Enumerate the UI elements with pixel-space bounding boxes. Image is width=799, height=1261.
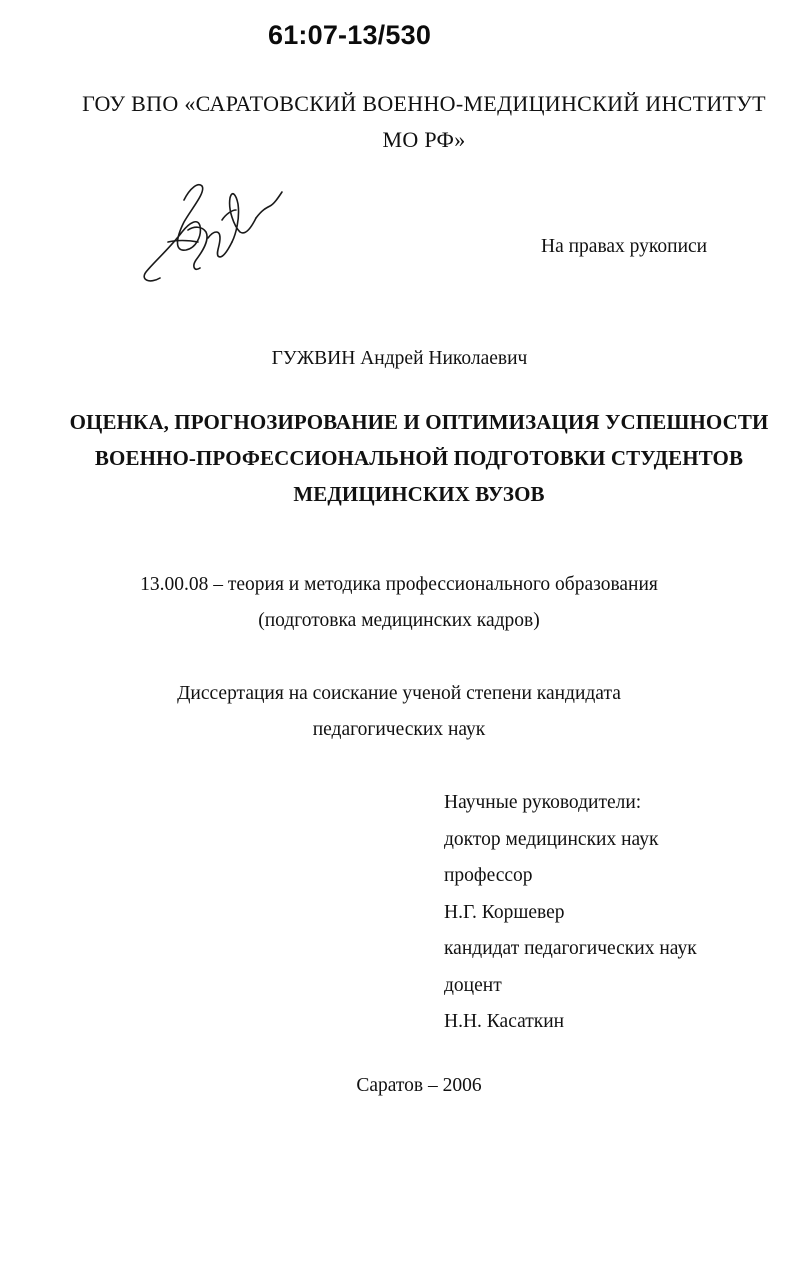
specialty-code — [40, 567, 758, 639]
document-code: 61:07-13/530 — [268, 20, 432, 50]
supervisor-line: кандидат педагогических наук — [444, 938, 697, 959]
title-line-2: ВОЕННО-ПРОФЕССИОНАЛЬНОЙ ПОДГОТОВКИ СТУДЕНТОВ — [94, 446, 744, 470]
title-line-3: МЕДИЦИНСКИХ ВУЗОВ — [293, 482, 545, 506]
thesis-title — [40, 404, 798, 512]
handwritten-signature-icon — [132, 160, 292, 290]
supervisor-line: Н.Г. Коршевер — [444, 901, 565, 923]
supervisors-block — [444, 785, 697, 1041]
supervisors-heading: Научные руководители: — [444, 792, 642, 813]
specialty-line-2: (подготовка медицинских кадров) — [258, 610, 540, 631]
degree-line-2: педагогических наук — [312, 719, 486, 740]
author-name: ГУЖВИН Андрей Николаевич — [271, 348, 528, 369]
institution-name — [60, 86, 788, 158]
specialty-line-1: 13.00.08 – теория и методика профессионального образования — [140, 574, 658, 595]
supervisor-line: доктор медицинских наук — [444, 828, 659, 850]
manuscript-rights-note: На правах рукописи — [541, 236, 708, 257]
institution-line-2: МО РФ» — [382, 127, 466, 152]
institution-line-1: ГОУ ВПО «САРАТОВСКИЙ ВОЕННО-МЕДИЦИНСКИЙ ИНСТИТУТ — [82, 91, 766, 116]
degree-line-1: Диссертация на соискание ученой степени кандидата — [177, 683, 621, 704]
city-year: Саратов – 2006 — [356, 1075, 482, 1096]
degree-statement — [40, 676, 758, 748]
supervisor-line: доцент — [444, 974, 502, 996]
supervisor-line: профессор — [444, 865, 533, 886]
supervisor-line: Н.Н. Касаткин — [444, 1011, 565, 1032]
title-line-1: ОЦЕНКА, ПРОГНОЗИРОВАНИЕ И ОПТИМИЗАЦИЯ УСПЕШНОСТИ — [69, 410, 769, 434]
